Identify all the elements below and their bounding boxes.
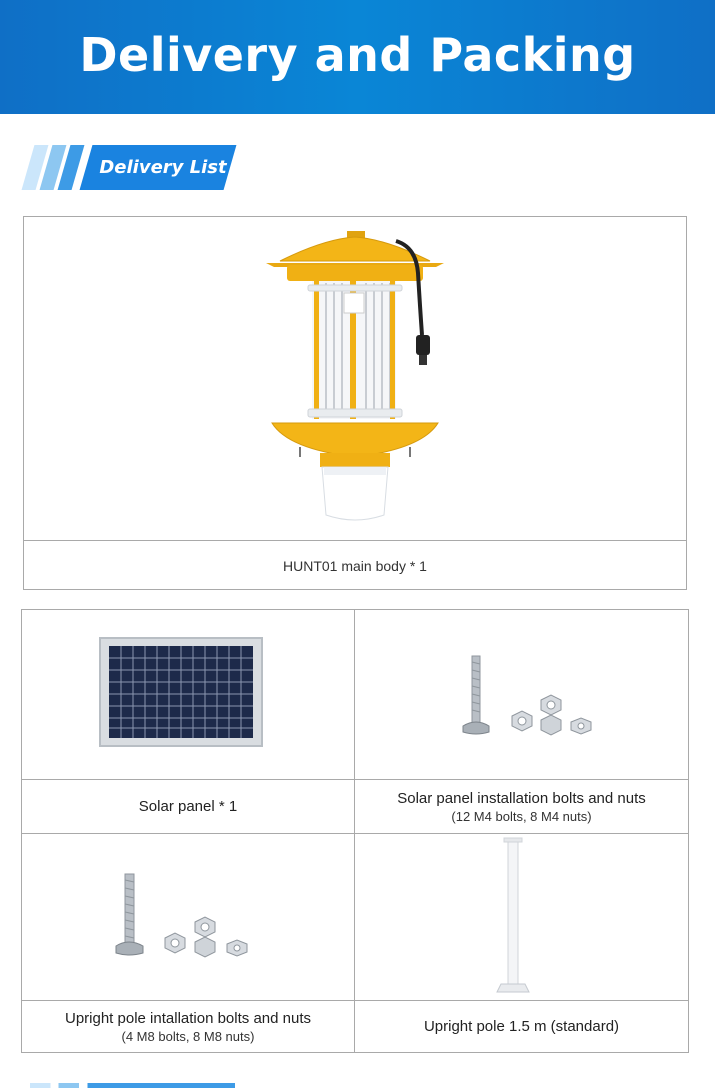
solar-panel-caption [22, 780, 354, 833]
section-label: Delivery List [99, 157, 227, 178]
caption-text: Upright pole intallation bolts and nuts [65, 1009, 311, 1027]
caption-text: Solar panel installation bolts and nuts [397, 789, 646, 807]
bolts-image [22, 834, 354, 1000]
m4-bolts-caption [355, 780, 688, 833]
upright-pole-cell [355, 834, 688, 1000]
caption-subtext: (4 M8 bolts, 8 M8 nuts) [121, 1028, 255, 1044]
solar-panel-image [22, 610, 354, 779]
m8-bolts-caption [22, 1001, 354, 1052]
caption-text: Upright pole 1.5 m (standard) [423, 1018, 620, 1035]
m8-bolts-cell [22, 834, 354, 1000]
solar-panel-cell [22, 610, 354, 779]
main-item-card [23, 216, 687, 590]
page-title: Delivery and Packing [79, 28, 636, 82]
insect-killer-lamp-image [24, 217, 686, 540]
section-tag [22, 145, 242, 190]
main-item-caption: HUNT01 main body * 1 [24, 540, 686, 590]
upright-pole-caption [355, 1001, 688, 1052]
next-section-tag-edge [30, 1083, 235, 1088]
caption-text: Solar panel * 1 [138, 798, 238, 815]
upright-pole-image [355, 834, 688, 1000]
accessory-grid [21, 609, 689, 1053]
m4-bolts-cell [355, 610, 688, 779]
bolts-image [355, 610, 688, 779]
header-banner [0, 0, 715, 114]
caption-subtext: (12 M4 bolts, 8 M4 nuts) [451, 808, 592, 824]
